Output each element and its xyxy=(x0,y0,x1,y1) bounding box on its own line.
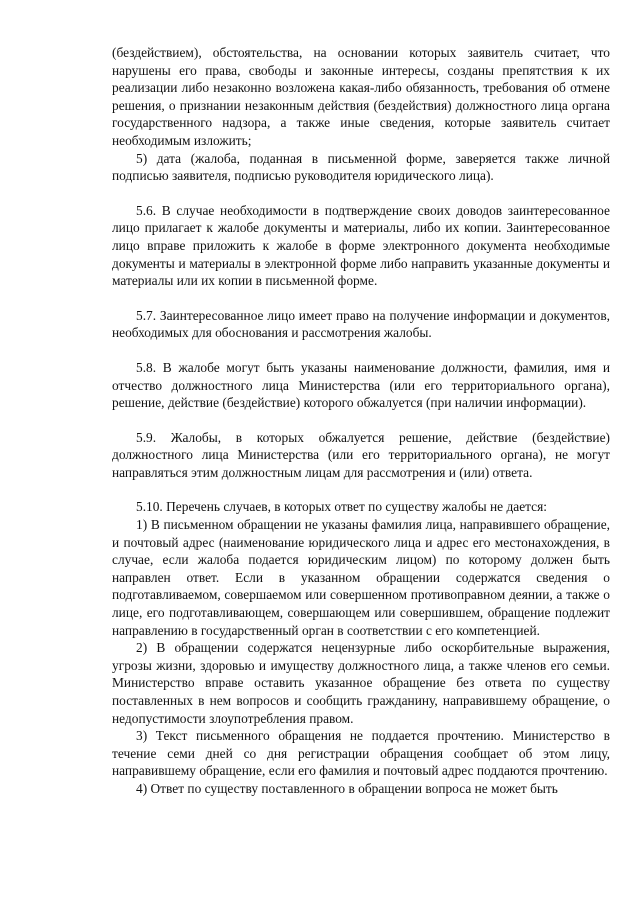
paragraph-gap xyxy=(112,412,610,429)
paragraph: 3) Текст письменного обращения не поддается прочтению. Министерство в течение семи дней со дня регистрации обращения сообщает об этом лицу, направившему обращение, если его фамилия и почтовый адрес поддаются прочтению. xyxy=(112,728,610,779)
paragraph: 5) дата (жалоба, поданная в письменной форме, заверяется также личной подписью заявителя, подписью руководителя юридического лица). xyxy=(112,150,610,184)
paragraph-gap xyxy=(112,290,610,307)
paragraph: (бездействием), обстоятельства, на основании которых заявитель считает, что нарушены его права, свободы и законные интересы, созданы препятствия к их реализации либо незаконно возложена какая-либо обязанность, требования об отмене решения, о признании незаконным действия (бездействия) должностного лица органа государственного надзора, а также иные сведения, которые заявитель считает необходимым изложить; xyxy=(112,45,610,148)
paragraph: 5.6. В случае необходимости в подтверждение своих доводов заинтересованное лицо прилагает к жалобе документы и материалы, либо их копии. Заинтересованное лицо вправе приложить к жалобе в форме электронного документа необходимые документы и материалы в электронной форме либо направить указанные документы и материалы или их копии в письменной форме. xyxy=(112,202,610,289)
paragraph-gap xyxy=(112,342,610,359)
paragraph: 4) Ответ по существу поставленного в обращении вопроса не может быть xyxy=(136,780,558,796)
paragraph: 1) В письменном обращении не указаны фамилия лица, направившего обращение, и почтовый адрес (наименование юридического лица и адрес его местонахождения, в случае, если жалоба подается юридическим лицом) по которому должен быть направлен ответ. Если в указанном обращении содержатся сведения о подготавливаемом, совершаемом или совершенном противоправном деянии, а также о лице, его подготавливающем, совершающем или совершившем, обращение подлежит направлению в государственный орган в соответствии с его компетенцией. xyxy=(112,517,610,638)
paragraph-gap xyxy=(112,185,610,202)
paragraph: 5.7. Заинтересованное лицо имеет право на получение информации и документов, необходимых для обоснования и рассмотрения жалобы. xyxy=(112,307,610,341)
paragraph: 5.9. Жалобы, в которых обжалуется решение, действие (бездействие) должностного лица Министерства (или его территориального органа), не могут направляться этим должностным лицам для рассмотрения и (или) ответа. xyxy=(112,429,610,480)
paragraph: 5.8. В жалобе могут быть указаны наименование должности, фамилия, имя и отчество должностного лица Министерства (или его территориального органа), решение, действие (бездействие) которого обжалуется (при наличии информации). xyxy=(112,359,610,411)
paragraph-gap xyxy=(112,481,610,498)
paragraph: 2) В обращении содержатся нецензурные либо оскорбительные выражения, угрозы жизни, здоровью и имуществу должностного лица, а также членов его семьи. Министерство вправе оставить указанное обращение без ответа по существу поставленных в нем вопросов и сообщить гражданину, направившему обращение, о недопустимости злоупотребления правом. xyxy=(112,640,610,726)
paragraph: 5.10. Перечень случаев, в которых ответ по существу жалобы не дается: xyxy=(136,499,547,515)
